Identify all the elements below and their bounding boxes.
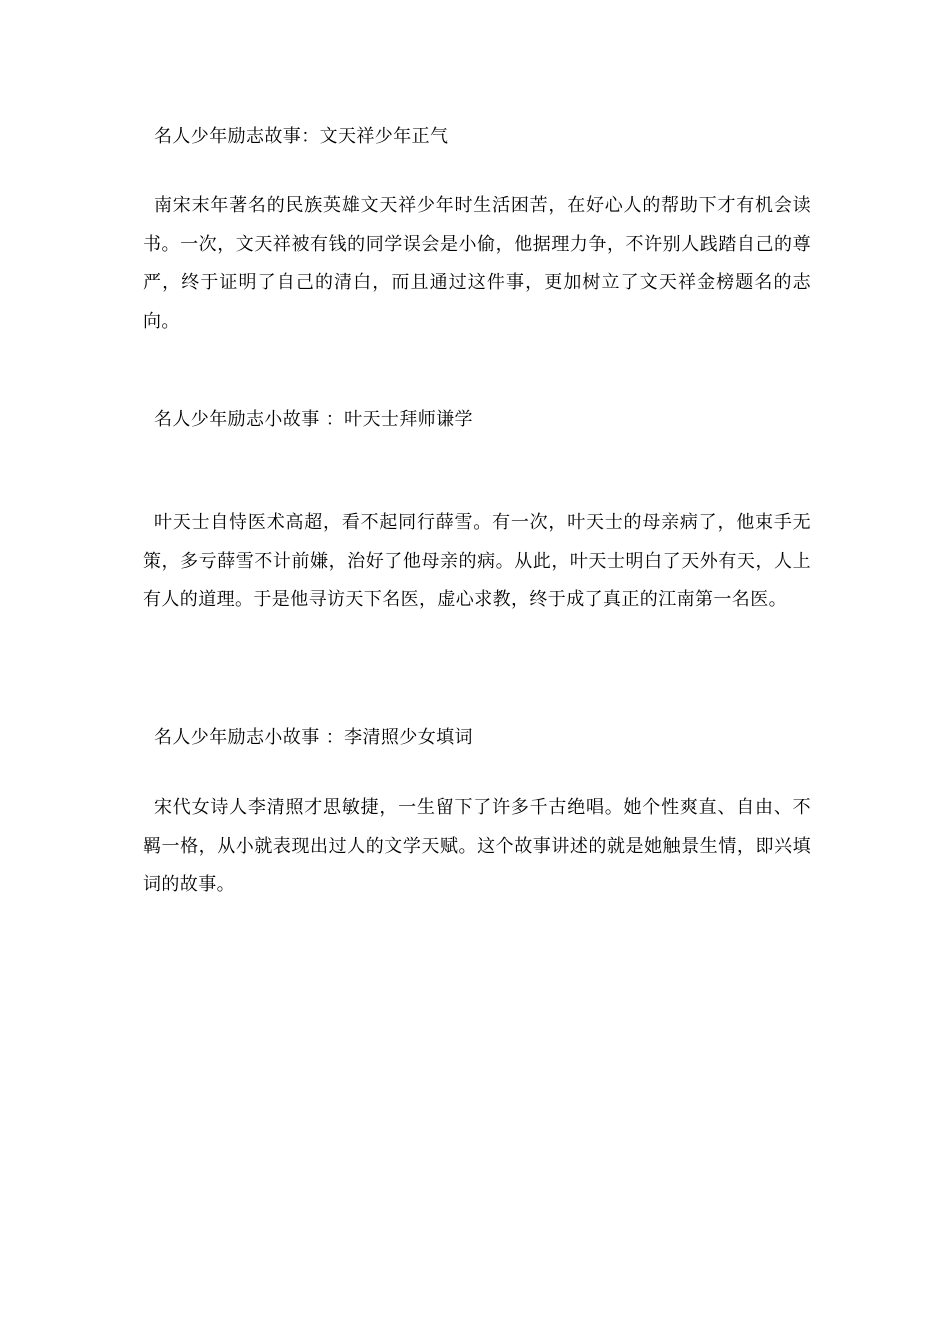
section-heading-wen-tianxiang: 名人少年励志故事：文天祥少年正气 <box>154 126 449 147</box>
section-body-wen-tianxiang: 南宋末年著名的民族英雄文天祥少年时生活困苦，在好心人的帮助下才有机会读书。一次，文天祥被有钱的同学误会是小偷，他据理力争，不许别人践踏自己的尊严，终于证明了自己的清白，而且通过这件事，更加树立了文天祥金榜题名的志向。 <box>143 195 811 332</box>
section-body-li-qingzhao: 宋代女诗人李清照才思敏捷，一生留下了许多千古绝唱。她个性爽直、自由、不羁一格，从小就表现出过人的文学天赋。这个故事讲述的就是她触景生情，即兴填词的故事。 <box>143 797 811 895</box>
section-body-ye-tianshi: 叶天士自恃医术高超，看不起同行薛雪。有一次，叶天士的母亲病了，他束手无策，多亏薛雪不计前嫌，治好了他母亲的病。从此，叶天士明白了天外有天，人上有人的道理。于是他寻访天下名医，虚心求教，终于成了真正的江南第一名医。 <box>143 512 811 610</box>
section-heading-ye-tianshi: 名人少年励志小故事 ：叶天士拜师谦学 <box>154 409 473 430</box>
section-heading-li-qingzhao: 名人少年励志小故事 ：李清照少女填词 <box>154 727 473 748</box>
